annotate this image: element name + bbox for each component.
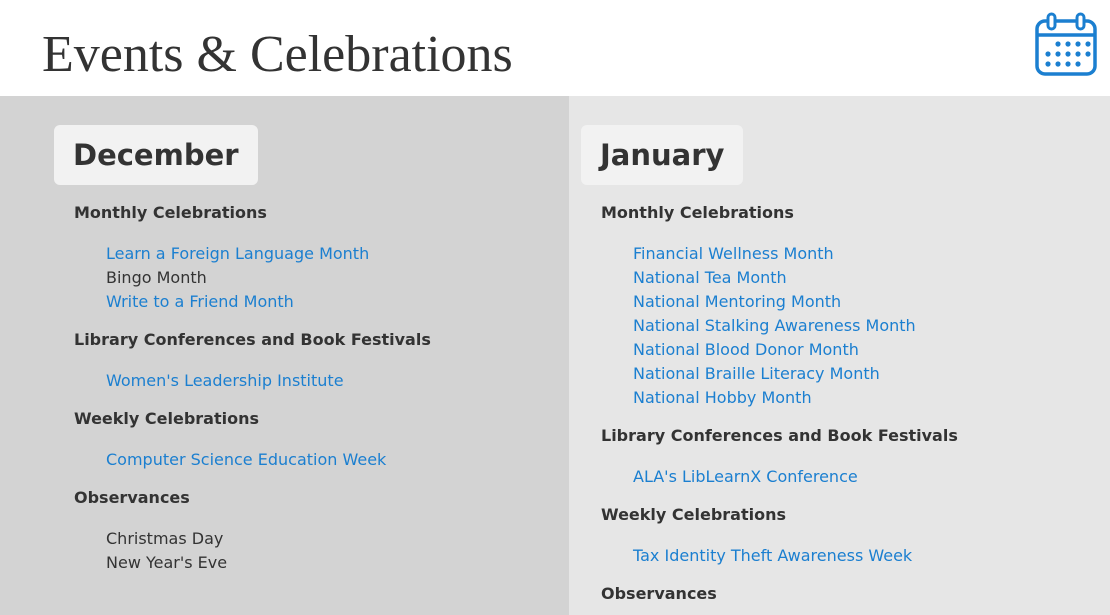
event-list	[601, 224, 958, 425]
event-groups	[601, 202, 958, 605]
event-link[interactable]: Tax Identity Theft Awareness Week	[633, 546, 913, 565]
list-item	[633, 338, 958, 362]
event-link[interactable]: Financial Wellness Month	[633, 244, 834, 263]
group-heading-weekly-celebrations: Weekly Celebrations	[74, 409, 260, 428]
group-heading-library-conferences-and-book-festivals: Library Conferences and Book Festivals	[601, 426, 958, 445]
list-item	[633, 386, 958, 410]
month-heading: January	[581, 125, 743, 185]
event-link[interactable]: National Blood Donor Month	[633, 340, 859, 359]
list-item	[106, 242, 431, 266]
month-heading: December	[54, 125, 258, 185]
event-list	[601, 526, 958, 583]
list-item	[633, 465, 958, 489]
list-item	[633, 266, 958, 290]
list-item	[106, 551, 431, 575]
event-link[interactable]: National Stalking Awareness Month	[633, 316, 916, 335]
group-heading-monthly-celebrations: Monthly Celebrations	[601, 203, 794, 222]
event-label: Christmas Day	[106, 529, 224, 548]
page-title: Events & Celebrations	[42, 26, 513, 83]
group-heading-weekly-celebrations: Weekly Celebrations	[601, 505, 787, 524]
list-item	[106, 266, 431, 290]
group-heading-library-conferences-and-book-festivals: Library Conferences and Book Festivals	[74, 330, 431, 349]
event-link[interactable]: ALA's LibLearnX Conference	[633, 467, 858, 486]
event-link[interactable]: National Mentoring Month	[633, 292, 842, 311]
list-item	[106, 369, 431, 393]
calendar-icon[interactable]	[1034, 12, 1098, 78]
event-link[interactable]: National Tea Month	[633, 268, 787, 287]
list-item	[633, 242, 958, 266]
list-item	[633, 314, 958, 338]
group-heading-observances: Observances	[74, 488, 190, 507]
event-label: New Year's Eve	[106, 553, 228, 572]
event-link[interactable]: National Braille Literacy Month	[633, 364, 880, 383]
event-list	[74, 509, 431, 590]
event-link[interactable]: Learn a Foreign Language Month	[106, 244, 370, 263]
event-groups	[74, 202, 431, 590]
event-list	[74, 430, 431, 487]
list-item	[633, 290, 958, 314]
list-item	[106, 527, 431, 551]
list-item	[106, 448, 431, 472]
list-item	[633, 544, 958, 568]
event-link[interactable]: Write to a Friend Month	[106, 292, 294, 311]
page-header	[0, 0, 1110, 96]
event-link[interactable]: Computer Science Education Week	[106, 450, 387, 469]
group-heading-monthly-celebrations: Monthly Celebrations	[74, 203, 267, 222]
event-link[interactable]: National Hobby Month	[633, 388, 812, 407]
list-item	[106, 290, 431, 314]
event-list	[74, 224, 431, 329]
event-list	[74, 351, 431, 408]
list-item	[633, 362, 958, 386]
event-label: Bingo Month	[106, 268, 207, 287]
event-list	[601, 447, 958, 504]
month-column-january	[569, 96, 1110, 615]
event-link[interactable]: Women's Leadership Institute	[106, 371, 344, 390]
month-column-december	[0, 96, 569, 615]
group-heading-observances: Observances	[601, 584, 717, 603]
